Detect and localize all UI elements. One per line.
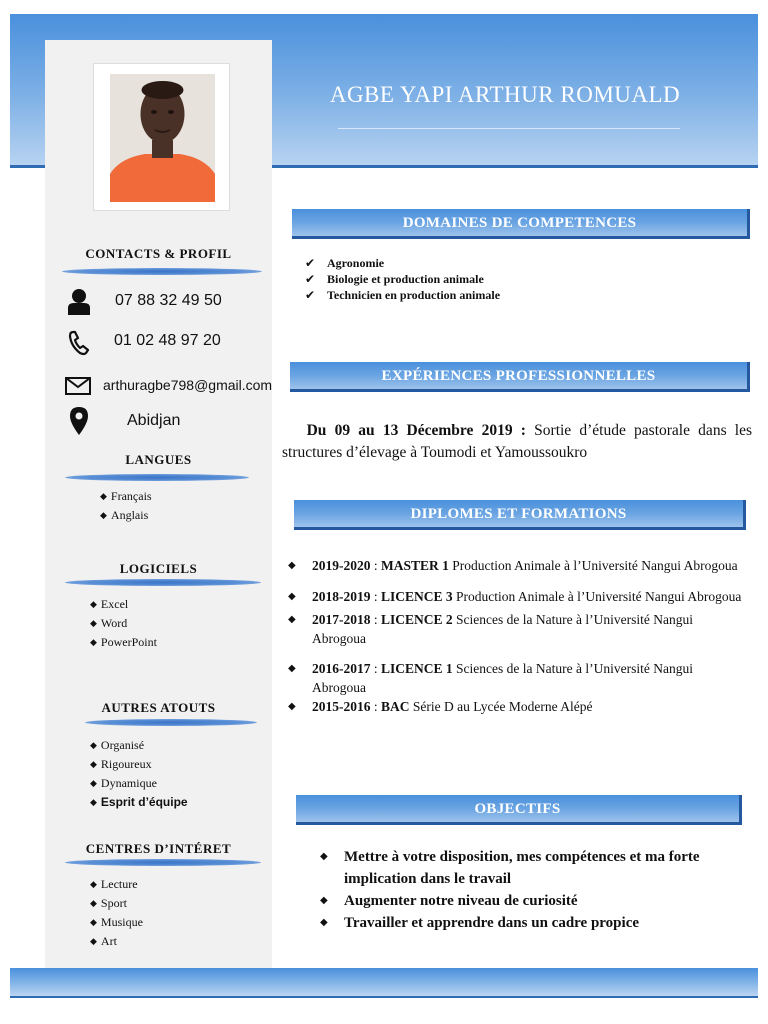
objectives-heading: OBJECTIFS bbox=[296, 795, 742, 825]
checkmark-icon: ✔ bbox=[305, 272, 316, 286]
location-pin-icon bbox=[69, 406, 89, 436]
contacts-heading: CONTACTS & PROFIL bbox=[85, 246, 232, 261]
software-heading: LOGICIELS bbox=[119, 561, 198, 576]
software-divider bbox=[65, 579, 261, 586]
checkmark-icon: ✔ bbox=[305, 288, 316, 302]
profile-photo-frame bbox=[93, 63, 230, 211]
list-item: ✔ Technicien en production animale bbox=[305, 288, 501, 302]
list-item: ◆ Dynamique bbox=[90, 776, 157, 790]
list-item: ◆ Travailler et apprendre dans un cadre propice bbox=[320, 915, 640, 931]
footer-banner bbox=[10, 968, 758, 998]
list-item: ◆ PowerPoint bbox=[90, 635, 157, 649]
email-address[interactable]: arthuragbe798@gmail.com bbox=[103, 377, 273, 393]
portrait-illustration bbox=[110, 74, 215, 202]
list-item: ◆ Anglais bbox=[100, 508, 149, 522]
list-item: ◆ Musique bbox=[90, 915, 143, 929]
languages-divider bbox=[65, 474, 249, 481]
phone-number-2[interactable]: 01 02 48 97 20 bbox=[114, 332, 221, 349]
list-item: ◆ Excel bbox=[90, 597, 129, 611]
software-list bbox=[90, 595, 157, 652]
assets-heading: AUTRES ATOUTS bbox=[101, 700, 216, 715]
list-item: ◆ Lecture bbox=[90, 877, 138, 891]
person-icon bbox=[67, 288, 91, 316]
list-item: ◆ 2018-2019 : LICENCE 3 Production Animale à l’Université Nangui Abrogoua bbox=[288, 589, 742, 604]
list-item: ◆ Mettre à votre disposition, mes compétences et ma forte implication dans le travail bbox=[320, 849, 700, 887]
candidate-name: AGBE YAPI ARTHUR ROMUALD bbox=[329, 82, 681, 107]
profile-photo bbox=[110, 74, 215, 202]
contacts-divider bbox=[62, 268, 262, 275]
list-item: ◆ Sport bbox=[90, 896, 127, 910]
interests-heading: CENTRES D’INTÉRET bbox=[85, 841, 232, 856]
languages-list bbox=[100, 487, 152, 525]
list-item: ◆ Art bbox=[90, 934, 117, 948]
interests-divider bbox=[65, 859, 261, 866]
list-item: ✔ Agronomie bbox=[305, 256, 385, 270]
phone-icon bbox=[68, 330, 90, 356]
experience-date: Du 09 au 13 Décembre 2019 : bbox=[306, 422, 526, 439]
list-item: ◆ 2016-2017 : LICENCE 1 Sciences de la Nature à l’Université Nangui Abrogoua bbox=[288, 661, 693, 695]
checkmark-icon: ✔ bbox=[305, 256, 316, 270]
objectives-list bbox=[320, 846, 730, 934]
list-item: ◆ Esprit d’équipe bbox=[90, 795, 188, 809]
list-item: ◆ Rigoureux bbox=[90, 757, 152, 771]
list-item: ◆ Word bbox=[90, 616, 128, 630]
languages-heading: LANGUES bbox=[125, 452, 192, 467]
list-item: ◆ Augmenter notre niveau de curiosité bbox=[320, 893, 578, 909]
list-item: ◆ 2017-2018 : LICENCE 2 Sciences de la Nature à l’Université Nangui Abrogoua bbox=[288, 612, 693, 646]
list-item: ✔ Biologie et production animale bbox=[305, 272, 484, 286]
assets-list bbox=[90, 736, 188, 812]
assets-divider bbox=[85, 719, 257, 726]
list-item: ◆ 2015-2016 : BAC Série D au Lycée Moderne Alépé bbox=[288, 699, 593, 714]
city: Abidjan bbox=[127, 412, 181, 429]
email-icon bbox=[65, 377, 91, 395]
skills-list bbox=[305, 255, 500, 303]
list-item: ◆ Organisé bbox=[90, 738, 145, 752]
diplomas-heading: DIPLOMES ET FORMATIONS bbox=[294, 500, 746, 530]
skills-heading: DOMAINES DE COMPETENCES bbox=[292, 209, 750, 239]
experience-entry bbox=[282, 420, 752, 464]
experience-heading: EXPÉRIENCES PROFESSIONNELLES bbox=[290, 362, 750, 392]
list-item: ◆ Français bbox=[100, 489, 152, 503]
interests-list bbox=[90, 875, 143, 951]
name-underline bbox=[338, 128, 680, 129]
experience-description: Sortie d’étude pastorale dans les structures d’élevage à Toumodi et Yamoussoukro bbox=[282, 422, 753, 461]
list-item: ◆ 2019-2020 : MASTER 1 Production Animale à l’Université Nangui Abrogoua bbox=[288, 558, 738, 573]
diplomas-list bbox=[288, 556, 748, 716]
phone-number-1[interactable]: 07 88 32 49 50 bbox=[115, 292, 222, 309]
